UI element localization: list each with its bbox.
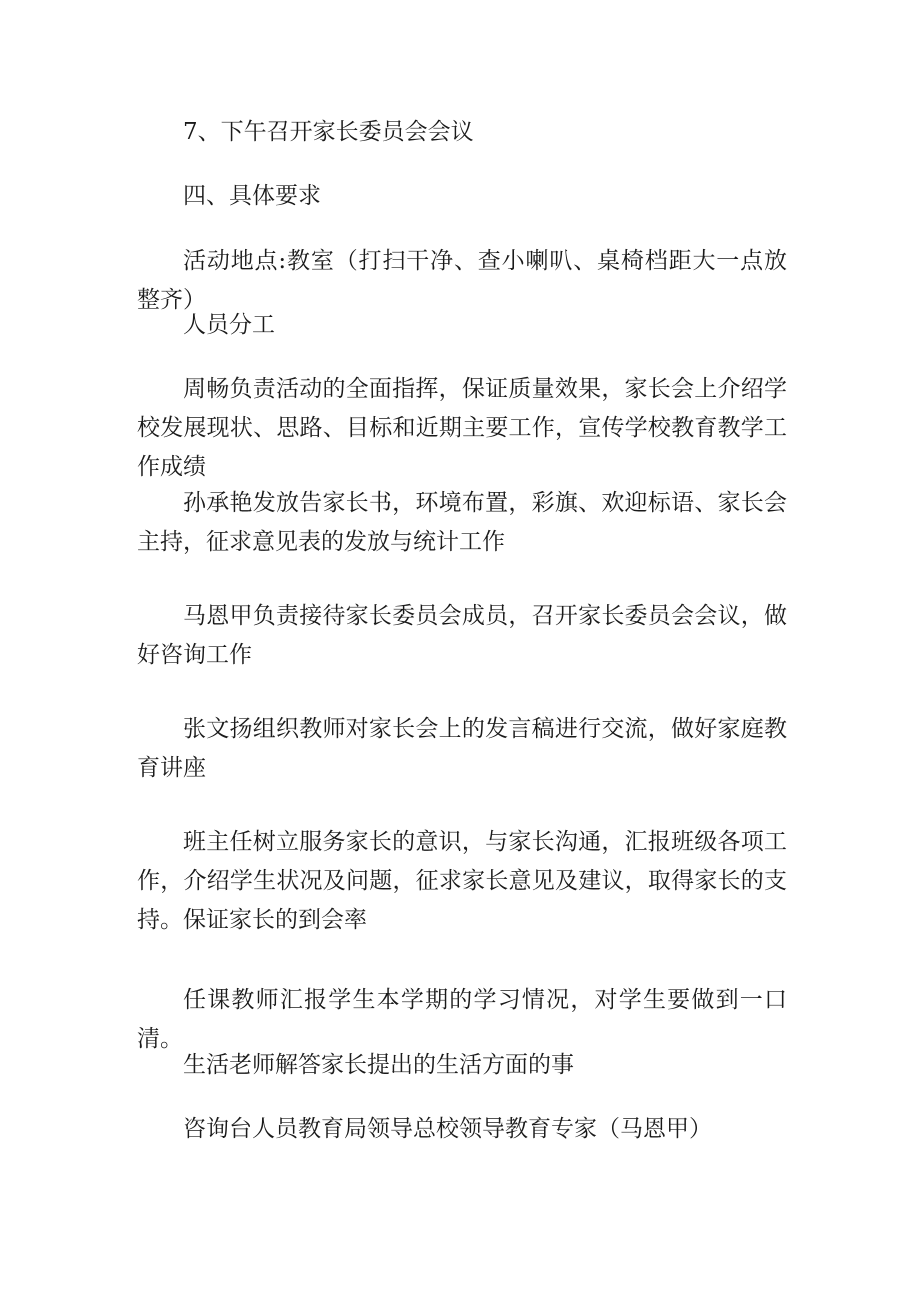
paragraph-sun-chengyan: 孙承艳发放告家长书，环境布置，彩旗、欢迎标语、家长会主持，征求意见表的发放与统计工作 [137,490,787,555]
paragraph-venue: 活动地点:教室（打扫干净、查小喇叭、桌椅档距大一点放整齐） [137,248,787,313]
paragraph-life-teachers: 生活老师解答家长提出的生活方面的事 [183,1052,574,1078]
paragraph-subject-teachers: 任课教师汇报学生本学期的学习情况，对学生要做到一口清。 [137,987,787,1052]
paragraph-zhou-chang: 周畅负责活动的全面指挥，保证质量效果，家长会上介绍学校发展现状、思路、目标和近期主要工作，宣传学校教育教学工作成绩 [137,376,787,480]
section-heading-requirements: 四、具体要求 [183,183,321,209]
paragraph-class-teachers: 班主任树立服务家长的意识，与家长沟通，汇报班级各项工作，介绍学生状况及问题，征求家长意见及建议，取得家长的支持。保证家长的到会率 [137,829,787,933]
subheading-staff-assignment: 人员分工 [183,312,275,338]
paragraph-zhang-wenyang: 张文扬组织教师对家长会上的发言稿进行交流，做好家庭教育讲座 [137,716,787,781]
paragraph-ma-enjia: 马恩甲负责接待家长委员会成员，召开家长委员会会议，做好咨询工作 [137,603,787,668]
paragraph-consultation-desk: 咨询台人员教育局领导总校领导教育专家（马恩甲） [183,1116,712,1142]
paragraph-item-7: 7、下午召开家长委员会会议 [183,119,474,145]
